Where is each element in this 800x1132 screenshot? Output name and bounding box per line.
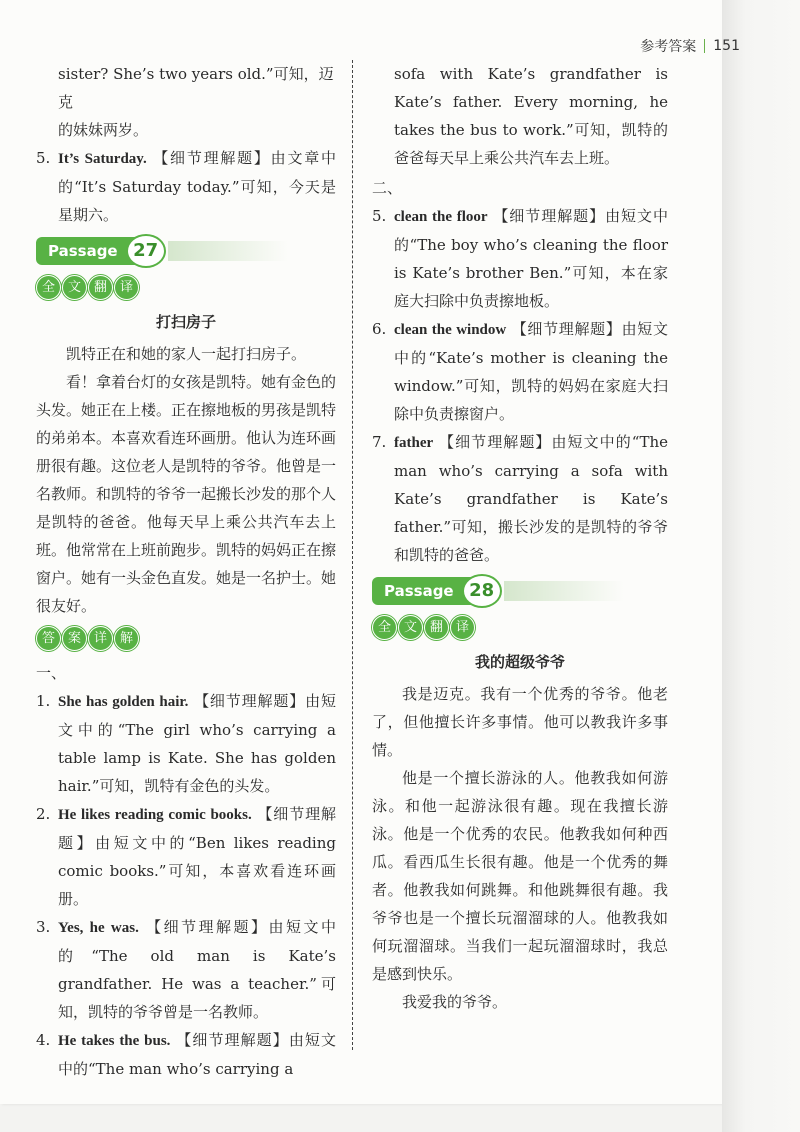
tag-char: 译 xyxy=(450,615,475,640)
answer-explanation-tag xyxy=(36,626,336,651)
continued-line-2: 的妹妹两岁。 xyxy=(58,121,149,139)
item-answer: He takes the bus. xyxy=(58,1033,171,1049)
translation-title: 我的超级爷爷 xyxy=(474,653,565,671)
item-answer: She has golden hair. xyxy=(58,694,189,710)
item-answer: It’s Saturday. xyxy=(58,151,147,167)
item-number: 5. xyxy=(372,207,387,225)
tag-char: 翻 xyxy=(424,615,449,640)
banner-fade xyxy=(168,241,288,261)
translation-paragraph: 他是一个擅长游泳的人。他教我如何游泳。和他一起游泳很有趣。现在我擅长游泳。他是一个优秀的农民。他教我如何种西瓜。看西瓜生长很有趣。他是一个优秀的舞者。他教我如何跳舞。和他跳舞很有趣。我爷爷也是一个擅长玩溜溜球的人。他教我如何玩溜溜球。当我们一起玩溜溜球时，我总是感到快乐。 xyxy=(372,769,668,983)
passage-27-banner xyxy=(36,235,336,267)
tag-char: 解 xyxy=(114,626,139,651)
item-answer: He likes reading comic books. xyxy=(58,807,252,823)
item-number: 1. xyxy=(36,692,51,710)
tag-char: 文 xyxy=(398,615,423,640)
translation-paragraph: 看！拿着台灯的女孩是凯特。她有金色的头发。她正在上楼。正在擦地板的男孩是凯特的弟弟本。本喜欢看连环画册。他认为连环画册很有趣。这位老人是凯特的爷爷。他曾是一名教师。和凯特的爷爷一起搬长沙发的那个人是凯特的爸爸。他每天早上乘公共汽车去上班。他常常在上班前跑步。凯特的妈妈正在擦窗户。她有一头金色直发。她是一名护士。她很友好。 xyxy=(36,373,337,615)
passage-28-banner xyxy=(372,575,668,607)
tag-char: 文 xyxy=(62,275,87,300)
full-translation-tag xyxy=(372,615,668,640)
page-header xyxy=(640,36,740,56)
answer-item-3 xyxy=(36,913,336,1026)
item-explanation: 【细节理解题】由短文中的“Ben likes reading comic books.”可知，本喜欢看连环画册。 xyxy=(58,805,336,908)
column-divider xyxy=(352,60,353,1050)
passage-label: Passage xyxy=(36,237,148,265)
answer-item-5b xyxy=(372,202,668,315)
item-explanation: 【细节理解题】由短文中的“The boy who’s cleaning the floor is Kate’s brother Ben.”可知，本在家庭大扫除中负责擦地板。 xyxy=(394,207,668,310)
page-number: 151 xyxy=(713,38,740,54)
banner-fade xyxy=(504,581,624,601)
item-number: 7. xyxy=(372,433,387,451)
item-answer: clean the window xyxy=(394,322,507,338)
left-column xyxy=(36,60,336,1083)
continued-text: sofa with Kate’s grandfather is Kate’s father. Every morning, he takes the bus to work.”可知，凯特的爸爸每天早上乘公共汽车去上班。 xyxy=(394,65,668,167)
answer-item-1 xyxy=(36,687,336,800)
item-number: 4. xyxy=(36,1031,51,1049)
translation-title: 打扫房子 xyxy=(155,313,216,331)
item-explanation: 【细节理解题】由短文中的“The old man is Kate’s grandfather. He was a teacher.”可知，凯特的爷爷曾是一名教师。 xyxy=(58,918,336,1021)
section-title: 参考答案 xyxy=(640,39,697,55)
tag-char: 全 xyxy=(36,275,61,300)
tag-char: 案 xyxy=(62,626,87,651)
header-separator xyxy=(704,39,705,53)
item-answer: clean the floor xyxy=(394,209,488,225)
translation-paragraph: 我爱我的爷爷。 xyxy=(402,993,508,1011)
continued-line-1: sister? She’s two years old.”可知，迈克 xyxy=(58,65,334,111)
passage-label: Passage xyxy=(372,577,484,605)
answer-item-2 xyxy=(36,800,336,913)
tag-char: 全 xyxy=(372,615,397,640)
tag-char: 详 xyxy=(88,626,113,651)
item-explanation: 【细节理解题】由短文中的“The girl who’s carrying a table lamp is Kate. She has golden hair.”可知，凯特有金色的头发。 xyxy=(58,692,336,795)
full-translation-tag xyxy=(36,275,336,300)
section-heading-two: 二、 xyxy=(372,179,403,197)
page-edge xyxy=(722,0,800,1132)
item-answer: Yes, he was. xyxy=(58,920,139,936)
answer-item-5 xyxy=(36,144,336,229)
item-explanation: 【细节理解题】由文章中的“It’s Saturday today.”可知，今天是星期六。 xyxy=(58,149,336,224)
answer-item-6 xyxy=(372,315,668,428)
tag-char: 答 xyxy=(36,626,61,651)
passage-number-badge: 27 xyxy=(126,234,166,268)
item-explanation: 【细节理解题】由短文中的“The man who’s carrying a sofa with Kate’s grandfather is Kate’s father.”可知，搬长沙发的是凯特的爷爷和凯特的爸爸。 xyxy=(394,433,668,564)
translation-paragraph: 凯特正在和她的家人一起打扫房子。 xyxy=(66,345,307,363)
tag-char: 译 xyxy=(114,275,139,300)
section-heading-one: 一、 xyxy=(36,664,67,682)
answer-item-7 xyxy=(372,428,668,569)
item-answer: father xyxy=(394,435,434,451)
tag-char: 翻 xyxy=(88,275,113,300)
passage-number-badge: 28 xyxy=(462,574,502,608)
item-number: 6. xyxy=(372,320,387,338)
item-number: 5. xyxy=(36,149,51,167)
right-column xyxy=(372,60,668,1016)
item-explanation: 【细节理解题】由短文中的“Kate’s mother is cleaning the window.”可知，凯特的妈妈在家庭大扫除中负责擦窗户。 xyxy=(394,320,668,423)
translation-paragraph: 我是迈克。我有一个优秀的爷爷。他老了，但他擅长许多事情。他可以教我许多事情。 xyxy=(372,685,668,759)
item-number: 2. xyxy=(36,805,51,823)
answer-item-4 xyxy=(36,1026,336,1083)
item-explanation: 【细节理解题】由短文中的“The man who’s carrying a xyxy=(58,1031,336,1078)
item-number: 3. xyxy=(36,918,51,936)
